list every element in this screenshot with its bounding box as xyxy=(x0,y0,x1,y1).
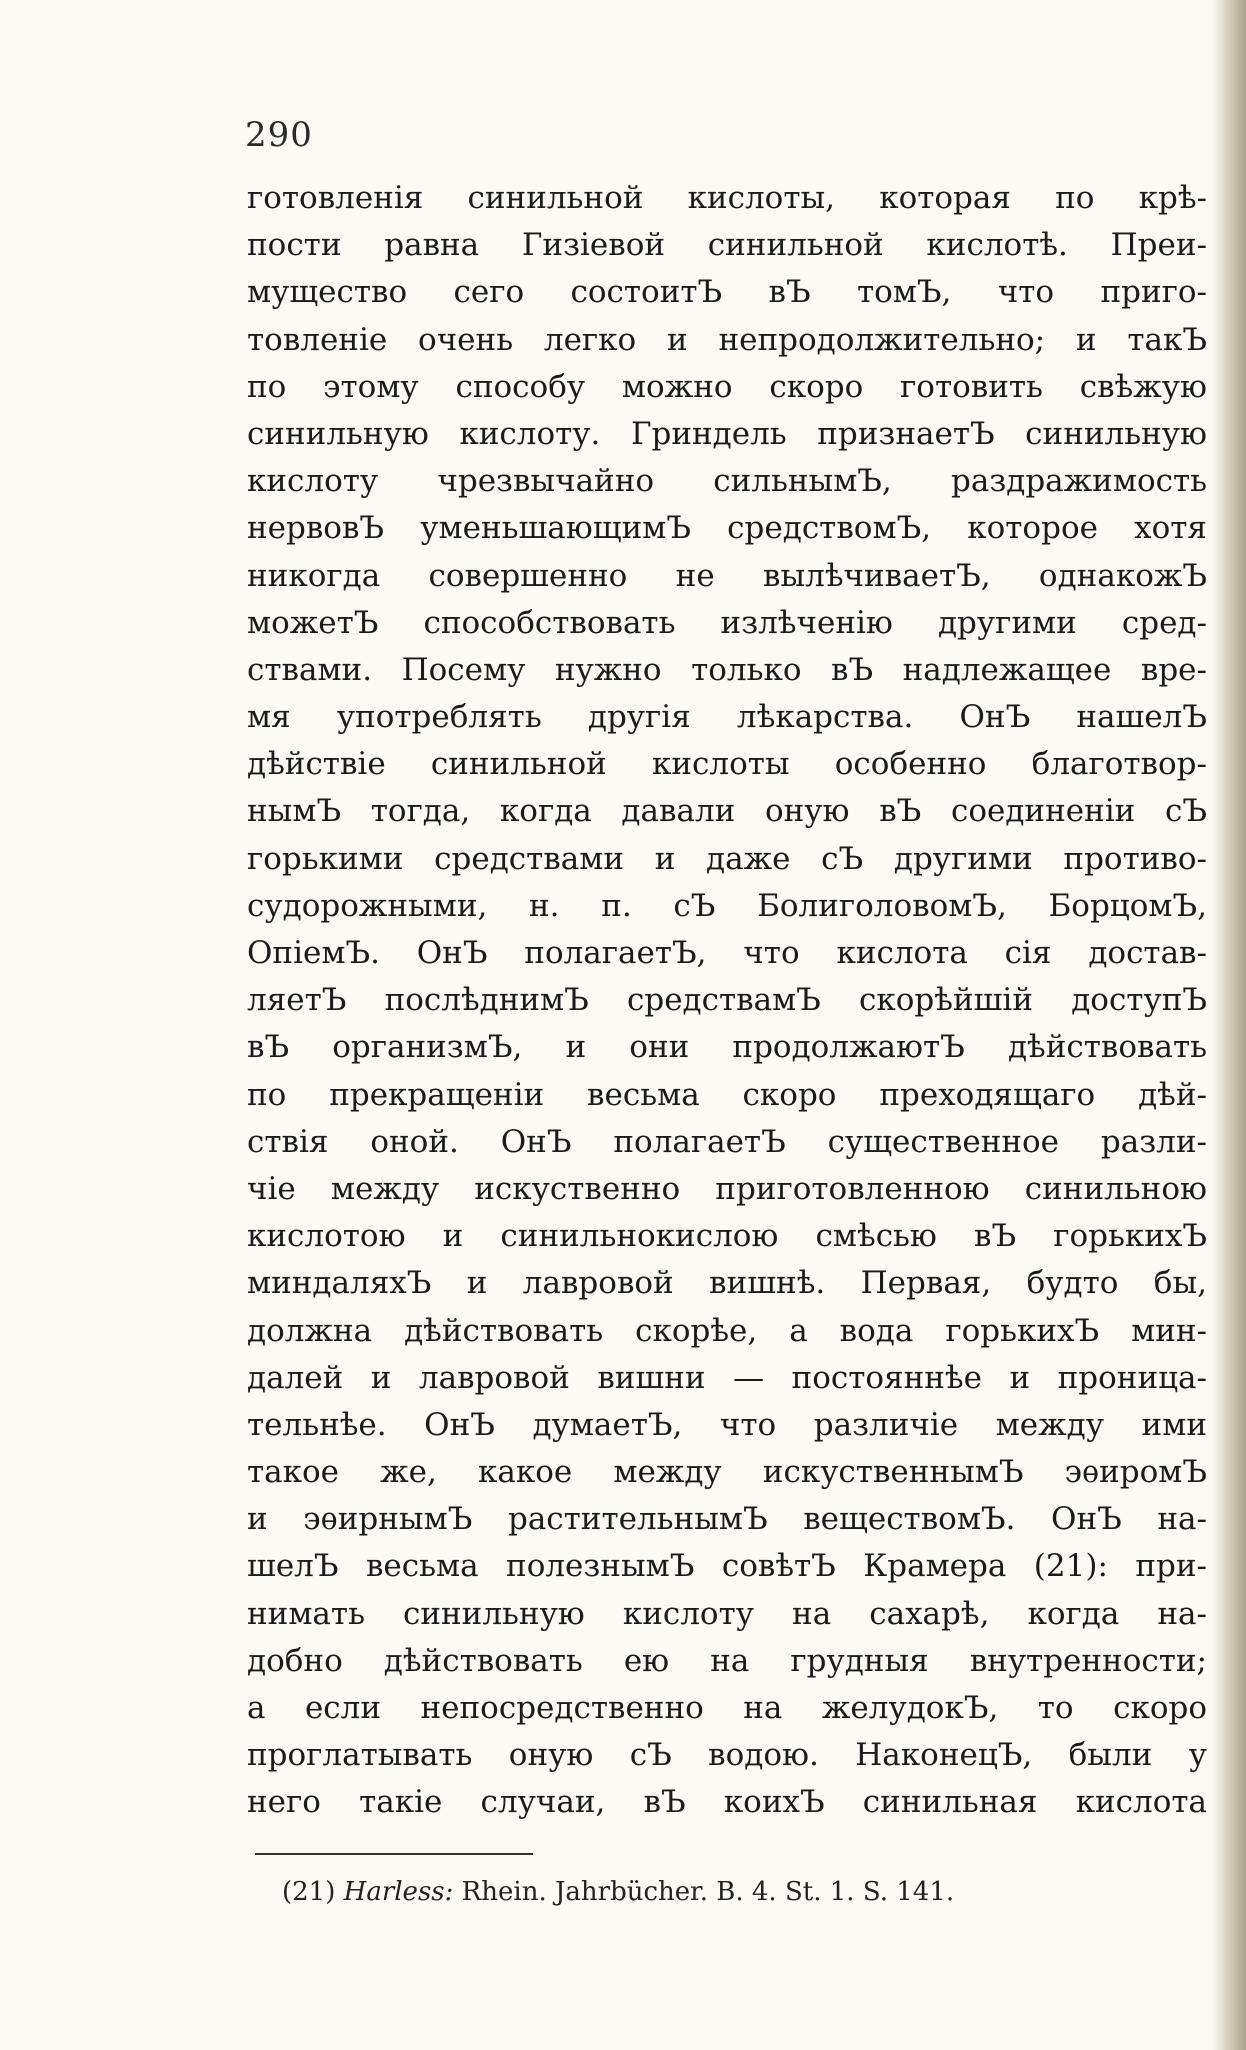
text-line: должна дѣйствовать скорѣе, а вода горькихЪ мин- xyxy=(247,1312,1207,1349)
text-line: нымЪ тогда, когда давали оную вЪ соединеніи сЪ xyxy=(247,793,1207,830)
text-line: мя употреблять другія лѣкарства. ОнЪ нашелЪ xyxy=(247,699,1207,736)
text-line: мущество сего состоитЪ вЪ томЪ, что приго- xyxy=(247,274,1207,311)
text-line: ляетЪ послѣднимЪ средствамЪ скорѣйшій доступЪ xyxy=(247,982,1207,1019)
text-line: по этому способу можно скоро готовить свѣжую xyxy=(247,368,1207,405)
text-line: такое же, какое между искуственнымЪ эѳиромЪ xyxy=(247,1454,1207,1491)
text-line: по прекращеніи весьма скоро преходящаго дѣй- xyxy=(247,1076,1207,1113)
footnote-author: Harless: xyxy=(343,1877,454,1907)
text-line: шелЪ весьма полезнымЪ совѣтЪ Крамера (21): при- xyxy=(247,1548,1207,1585)
text-line: кислоту чрезвычайно сильнымЪ, раздражимость xyxy=(247,463,1207,500)
text-line: чіе между искуственно приготовленною синильною xyxy=(247,1170,1207,1207)
text-line: кислотою и синильнокислою смѣсью вЪ горькихЪ xyxy=(247,1218,1207,1255)
text-line: готовленія синильной кислоты, которая по крѣ- xyxy=(247,180,1207,216)
text-line: товленіе очень легко и непродолжительно; и такЪ xyxy=(247,321,1207,358)
footnote-marker: (21) xyxy=(282,1877,336,1907)
body-text xyxy=(247,175,1207,1827)
text-line: пости равна Гизіевой синильной кислотѣ. Преи- xyxy=(247,227,1207,264)
text-line: ствія оной. ОнЪ полагаетЪ существенное разли- xyxy=(247,1123,1207,1160)
text-line: нервовЪ уменьшающимЪ средствомЪ, которое хотя xyxy=(247,510,1207,547)
text-line: ствами. Посему нужно только вЪ надлежащее вре- xyxy=(247,651,1207,688)
text-line: далей и лавровой вишни — постояннѣе и проница- xyxy=(247,1359,1207,1396)
page-edge-shadow xyxy=(1212,0,1246,2050)
text-line: ОпіемЪ. ОнЪ полагаетЪ, что кислота сія достав- xyxy=(247,935,1207,971)
footnote-citation: Rhein. Jahrbücher. B. 4. St. 1. S. 141. xyxy=(461,1877,955,1907)
text-line: и эѳирнымЪ растительнымЪ веществомЪ. ОнЪ на- xyxy=(247,1501,1207,1538)
text-line: горькими средствами и даже сЪ другими противо- xyxy=(247,840,1207,877)
text-line: вЪ организмЪ, и они продолжаютЪ дѣйствовать xyxy=(247,1029,1207,1066)
text-line: нимать синильную кислоту на сахарѣ, когда на- xyxy=(247,1595,1207,1632)
page-number: 290 xyxy=(245,115,313,155)
text-line: проглатывать оную сЪ водою. НаконецЪ, были у xyxy=(247,1737,1207,1774)
text-line: него такіе случаи, вЪ коихЪ синильная кислота xyxy=(247,1784,1207,1821)
text-line: миндаляхЪ и лавровой вишнѣ. Первая, будто бы, xyxy=(247,1265,1207,1302)
text-line: добно дѣйствовать ею на грудныя внутренности; xyxy=(247,1642,1207,1679)
text-line: синильную кислоту. Гриндель признаетЪ синильную xyxy=(247,415,1207,452)
text-line: тельнѣе. ОнЪ думаетЪ, что различіе между ими xyxy=(247,1406,1207,1443)
footnote-rule xyxy=(255,1853,533,1855)
text-line: судорожными, н. п. сЪ БолиголовомЪ, БорцомЪ, xyxy=(247,887,1207,924)
footnote xyxy=(282,1872,954,1912)
text-line: можетЪ способствовать излѣченію другими сред- xyxy=(247,604,1207,641)
text-line: а если непосредственно на желудокЪ, то скоро xyxy=(247,1690,1207,1726)
text-line: никогда совершенно не вылѣчиваетЪ, однакожЪ xyxy=(247,557,1207,594)
text-line: дѣйствіе синильной кислоты особенно благотвор- xyxy=(247,746,1207,783)
